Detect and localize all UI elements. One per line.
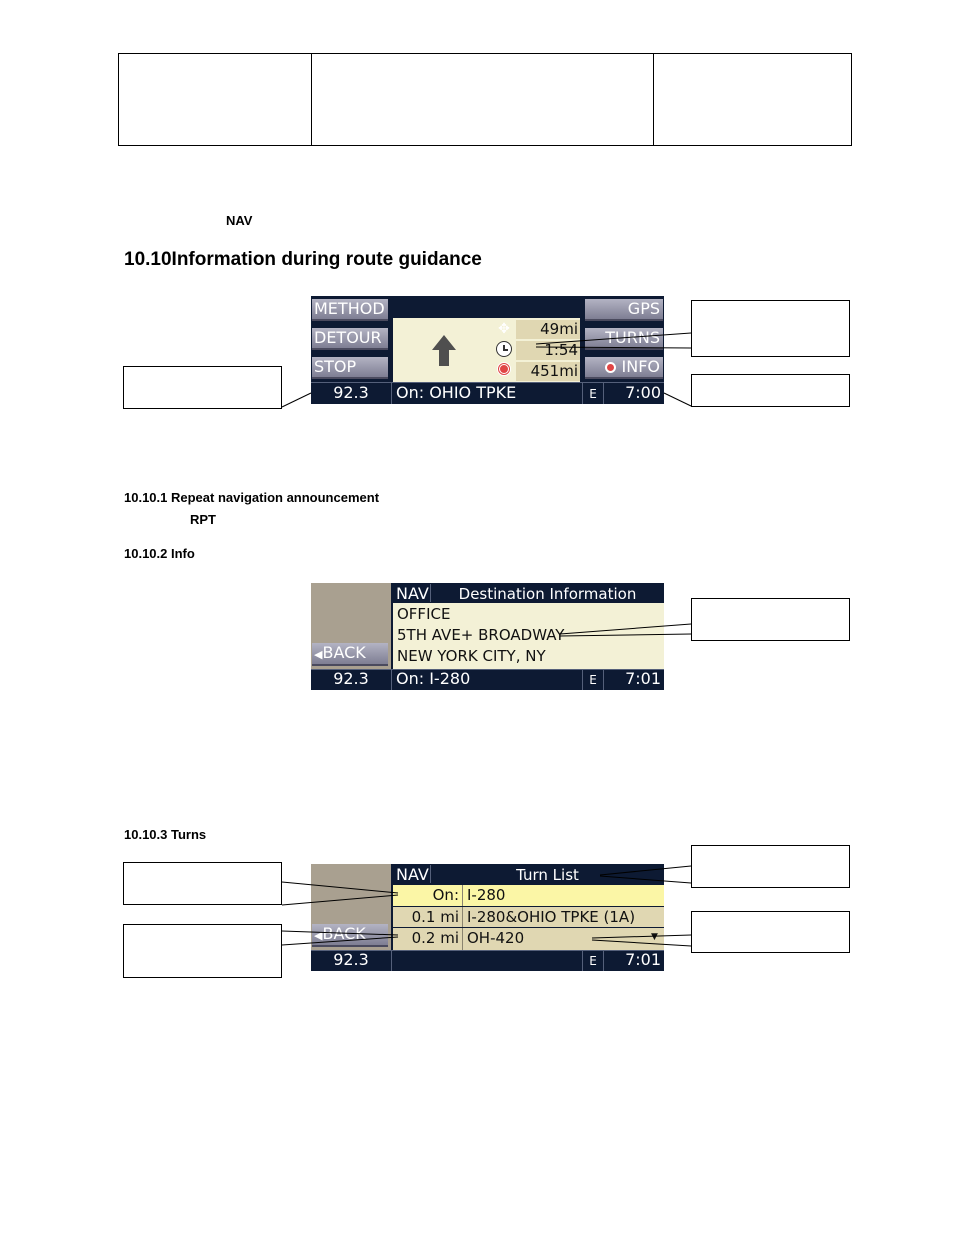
- compass-heading: E: [589, 387, 597, 401]
- section-title: 10.10Information during route guidance: [124, 249, 482, 270]
- time-remaining: 1:54: [516, 341, 580, 360]
- turns-button[interactable]: TURNS: [585, 328, 663, 350]
- back-arrow-icon: ◀: [314, 648, 323, 661]
- nav-tab: NAV: [396, 865, 429, 884]
- radio-frequency: 92.3: [333, 383, 369, 402]
- radio-frequency: 92.3: [333, 669, 369, 688]
- radio-frequency: 92.3: [333, 950, 369, 969]
- nav-tab: NAV: [396, 584, 429, 603]
- scroll-down-icon[interactable]: ▼: [651, 932, 658, 942]
- clock-time: 7:00: [625, 383, 661, 402]
- gps-button[interactable]: GPS: [585, 299, 663, 321]
- rpt-label: RPT: [190, 512, 216, 527]
- stop-button[interactable]: STOP: [312, 357, 388, 379]
- info-button-label: INFO: [621, 357, 660, 376]
- detour-button[interactable]: DETOUR: [312, 328, 388, 350]
- turn-road: I-280: [467, 886, 506, 904]
- destination-line: OFFICE: [397, 605, 451, 623]
- distance-to-destination: 451mi: [516, 362, 580, 381]
- distance-to-turn: 49mi: [516, 320, 580, 339]
- back-arrow-icon: ◀: [314, 929, 323, 942]
- compass-heading: E: [589, 673, 597, 687]
- back-button-label: BACK: [322, 643, 366, 662]
- current-road: On: OHIO TPKE: [396, 383, 517, 402]
- destination-line: NEW YORK CITY, NY: [397, 647, 546, 665]
- turn-distance: 0.1 mi: [411, 908, 459, 926]
- subsection-info-title: 10.10.2 Info: [124, 546, 195, 561]
- clock-time: 7:01: [625, 950, 661, 969]
- screen-title: Destination Information: [458, 585, 637, 603]
- turn-road: I-280&OHIO TPKE (1A): [467, 908, 636, 926]
- turn-distance-icon: ✥: [498, 321, 510, 337]
- compass-heading: E: [589, 954, 597, 968]
- clock-time: 7:01: [625, 669, 661, 688]
- destination-line: 5TH AVE+ BROADWAY: [397, 626, 565, 644]
- screen-title: Turn List: [516, 866, 579, 884]
- turn-road: OH-420: [467, 929, 525, 947]
- back-button-label: BACK: [322, 924, 366, 943]
- current-road: On: I-280: [396, 669, 471, 688]
- subsection-turns-title: 10.10.3 Turns: [124, 827, 207, 842]
- nav-label: NAV: [226, 213, 253, 228]
- turn-distance: On:: [432, 886, 459, 904]
- method-button[interactable]: METHOD: [312, 299, 388, 321]
- turn-distance: 0.2 mi: [411, 929, 459, 947]
- subsection-repeat-title: 10.10.1 Repeat navigation announcement: [124, 490, 380, 505]
